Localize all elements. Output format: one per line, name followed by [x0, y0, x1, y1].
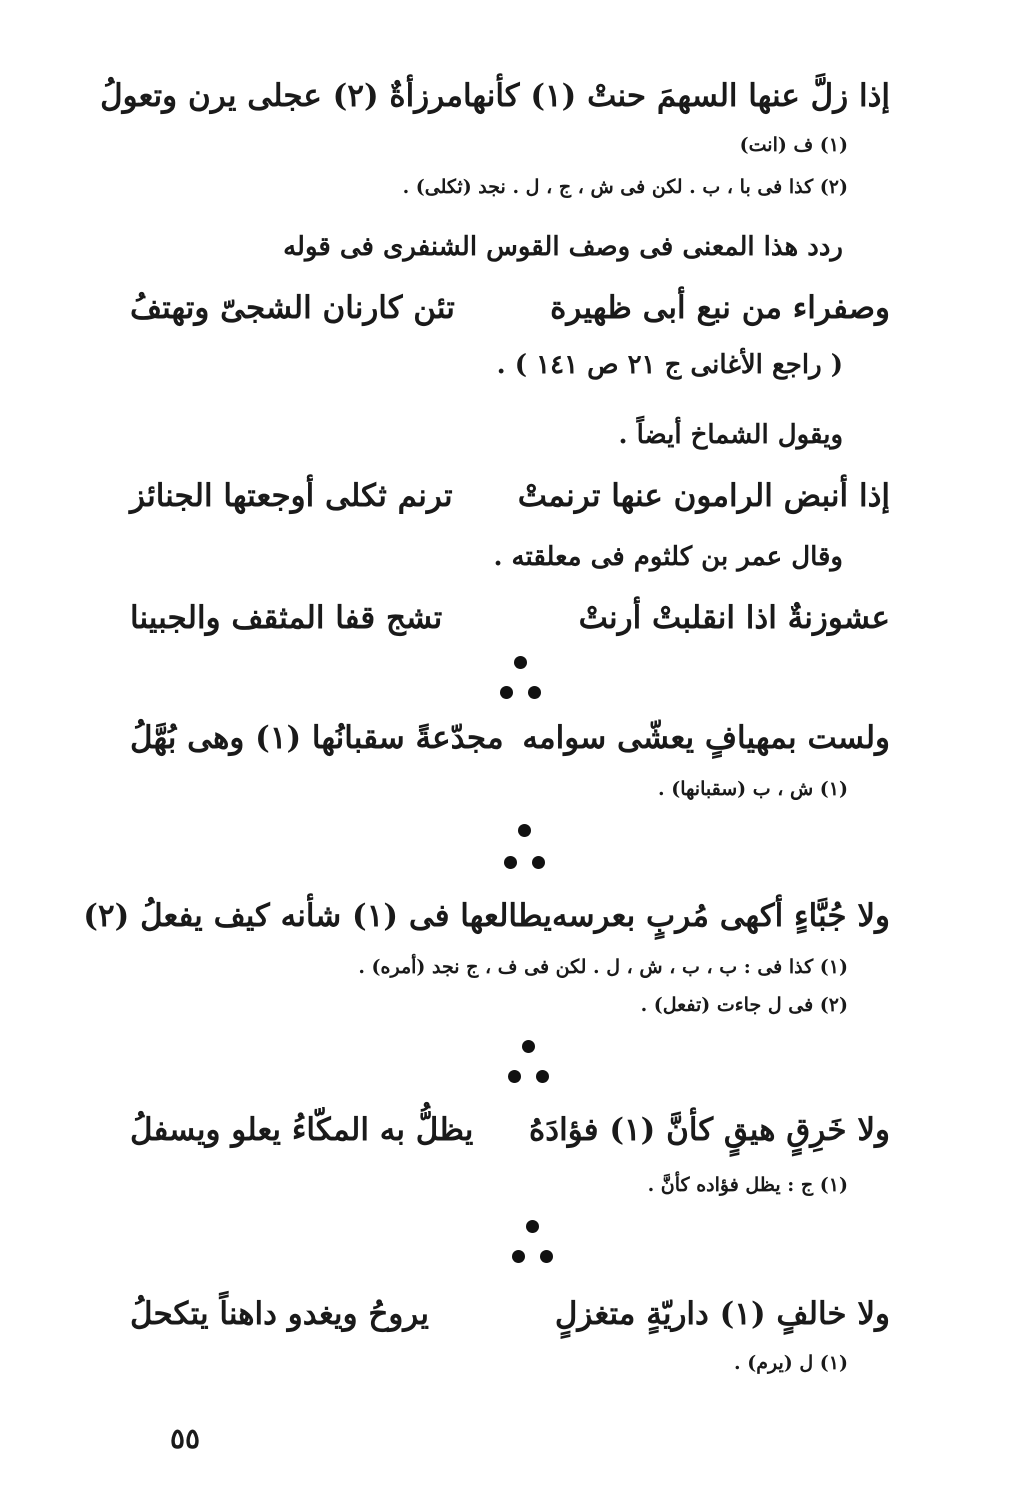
verse-hemistich-first: ولا خَرِقٍ هيقٍ كأنَّ (١) فؤادَهُ [529, 1112, 890, 1148]
footnote: (١) كذا فى : ب ، ب ، ش ، ل . لكن فى ف ، ج نجد (أمره) . [358, 956, 848, 978]
verse-hemistich-second: تشج قفا المثقف والجبينا [130, 600, 443, 636]
asterism-divider [502, 1040, 562, 1090]
page-number: ٥٥ [170, 1422, 201, 1455]
asterism-divider [496, 824, 556, 874]
verse-7 [130, 1100, 890, 1160]
verse-hemistich-first: ولست بمهيافٍ يعشّى سوامه [522, 720, 890, 756]
verse-hemistich-second: تئن كارنان الشجىّ وتهتفُ [130, 290, 455, 326]
verse-hemistich-first: إذا زلَّ عنها السهمَ حنتْ (١) كأنها [462, 78, 890, 114]
verse-hemistich-second: يطالعها فى (١) شأنه كيف يفعلُ (٢) [83, 898, 552, 934]
verse-5 [130, 708, 890, 768]
asterism-divider [492, 656, 552, 706]
verse-hemistich-second: يظلُّ به المكّاءُ يعلو ويسفلُ [130, 1112, 474, 1148]
verse-6 [83, 886, 890, 946]
prose-line: وقال عمر بن كلثوم فى معلقته . [493, 542, 843, 572]
verse-3 [130, 466, 890, 526]
verse-hemistich-first: عشوزنةٌ اذا انقلبتْ أرنتْ [578, 600, 890, 636]
footnote: (١) ل (يرم) . [734, 1352, 848, 1374]
verse-1 [100, 66, 890, 126]
verse-hemistich-second: مجدّعةً سقبانُها (١) وهى بُهَّلُ [130, 720, 504, 756]
footnote: (١) ف (انت) [739, 134, 848, 156]
verse-hemistich-second: ترنم ثكلى أوجعتها الجنائز [130, 478, 453, 514]
verse-hemistich-first: إذا أنبض الرامون عنها ترنمتْ [517, 478, 890, 514]
footnote: (١) ج : يظل فؤاده كأنَّ . [647, 1174, 848, 1196]
verse-hemistich-first: ولا جُبَّاءٍ أكهى مُربٍ بعرسه [551, 898, 890, 934]
verse-hemistich-second: مرزأةٌ (٢) عجلى يرن وتعولُ [100, 78, 463, 114]
prose-line: ( راجع الأغانى ج ٢١ ص ١٤١ ) . [496, 350, 843, 380]
verse-2 [130, 278, 890, 338]
prose-line: ردد هذا المعنى فى وصف القوس الشنفرى فى قوله [283, 232, 843, 262]
verse-8 [130, 1284, 890, 1344]
verse-hemistich-second: يروحُ ويغدو داهناً يتكحلُ [130, 1296, 430, 1332]
verse-hemistich-first: وصفراء من نبع أبى ظهيرة [550, 290, 890, 326]
footnote: (١) ش ، ب (سقبانها) . [658, 778, 848, 800]
verse-hemistich-first: ولا خالفٍ (١) داريّةٍ متغزلٍ [554, 1296, 890, 1332]
verse-4 [130, 588, 890, 648]
footnote: (٢) فى ل جاءت (تفعل) . [640, 994, 848, 1016]
prose-line: ويقول الشماخ أيضاً . [618, 420, 843, 450]
footnote: (٢) كذا فى با ، ب . لكن فى ش ، ج ، ل . نجد (ثكلى) . [402, 176, 848, 198]
asterism-divider [506, 1220, 566, 1270]
